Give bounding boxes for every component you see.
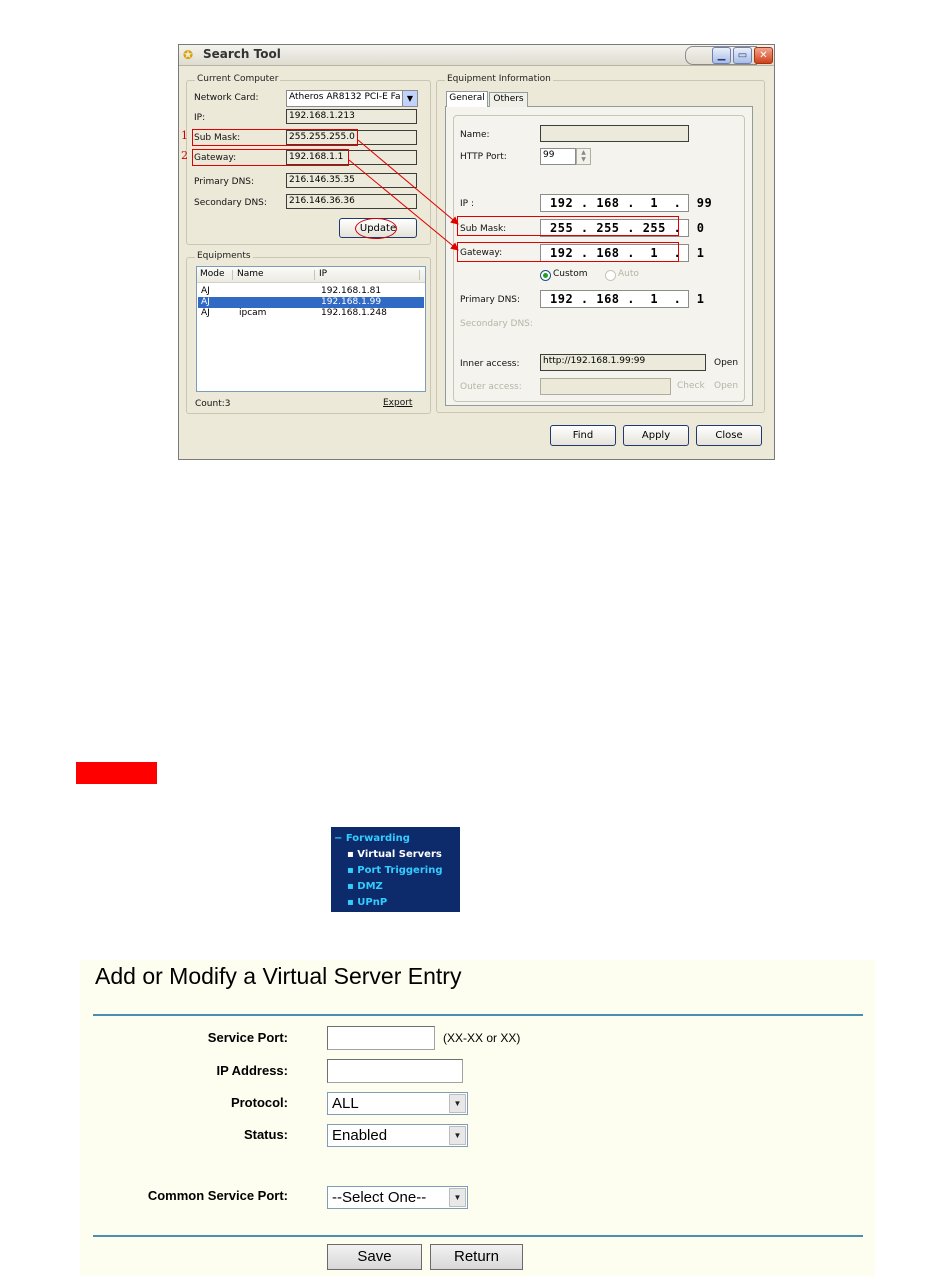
outer-access-label: Outer access:: [460, 382, 522, 392]
save-button[interactable]: Save: [327, 1244, 422, 1270]
chevron-down-icon[interactable]: ▼: [449, 1126, 466, 1145]
device-submask-field[interactable]: 255 . 255 . 255 . 0: [540, 219, 689, 237]
apply-button[interactable]: Apply: [623, 425, 689, 446]
common-service-port-value: --Select One--: [332, 1189, 427, 1206]
export-link[interactable]: Export: [383, 398, 413, 408]
close-window-button[interactable]: ✕: [754, 47, 773, 64]
red-highlight-bar: [76, 762, 157, 784]
primary-dns-field[interactable]: 216.146.35.35: [286, 173, 417, 188]
forwarding-header-label: Forwarding: [345, 833, 410, 844]
bottom-divider: [93, 1235, 863, 1237]
gateway-field[interactable]: 192.168.1.1: [286, 150, 417, 165]
gateway-label: Gateway:: [194, 153, 237, 163]
chevron-down-icon[interactable]: ▼: [402, 91, 417, 106]
equipment-information-title: Equipment Information: [447, 74, 551, 84]
annotation-marker-2: 2: [181, 149, 188, 162]
menu-item-dmz[interactable]: ▪ DMZ: [347, 881, 383, 892]
http-port-label: HTTP Port:: [460, 152, 507, 162]
menu-item-label: UPnP: [357, 897, 388, 908]
custom-label: Custom: [553, 269, 588, 279]
protocol-value: ALL: [332, 1095, 359, 1112]
close-button[interactable]: Close: [696, 425, 762, 446]
row-ip: 192.168.1.81: [321, 286, 382, 296]
outer-check-link[interactable]: Check: [677, 381, 705, 391]
device-primary-dns-label: Primary DNS:: [460, 295, 521, 305]
return-button[interactable]: Return: [430, 1244, 523, 1270]
column-ip[interactable]: IP: [319, 269, 328, 279]
inner-open-link[interactable]: Open: [714, 358, 739, 368]
column-name[interactable]: Name: [237, 269, 264, 279]
form-title: Add or Modify a Virtual Server Entry: [95, 963, 462, 989]
find-button[interactable]: Find: [550, 425, 616, 446]
equipments-title: Equipments: [197, 251, 251, 261]
forwarding-header[interactable]: − Forwarding: [334, 833, 410, 844]
submask-arrow: [358, 140, 458, 224]
tab-general[interactable]: General: [446, 91, 488, 107]
column-mode[interactable]: Mode: [200, 269, 225, 279]
annotation-marker-1: 1: [181, 129, 188, 142]
menu-item-label: Virtual Servers: [357, 849, 442, 860]
ip-address-label: IP Address:: [216, 1063, 288, 1078]
status-value: Enabled: [332, 1127, 388, 1144]
current-computer-title: Current Computer: [197, 74, 279, 84]
device-name-label: Name:: [460, 130, 490, 140]
service-port-input[interactable]: [327, 1026, 435, 1050]
device-gateway-field[interactable]: 192 . 168 . 1 . 1: [540, 244, 689, 262]
service-port-label: Service Port:: [207, 1030, 288, 1045]
top-divider: [93, 1014, 863, 1016]
protocol-select[interactable]: [327, 1092, 468, 1115]
menu-item-upnp[interactable]: ▪ UPnP: [347, 897, 388, 908]
service-port-hint: (XX-XX or XX): [443, 1031, 521, 1045]
menu-item-port-triggering[interactable]: ▪ Port Triggering: [347, 865, 443, 876]
row-ip: 192.168.1.248: [321, 308, 387, 318]
minimize-button[interactable]: ▁: [712, 47, 731, 64]
row-mode: AJ: [201, 286, 210, 296]
row-mode: AJ: [201, 297, 210, 307]
menu-item-label: Port Triggering: [357, 865, 443, 876]
chevron-down-icon[interactable]: ▼: [449, 1094, 466, 1113]
ip-field[interactable]: 192.168.1.213: [286, 109, 417, 124]
row-ip: 192.168.1.99: [321, 297, 382, 307]
row-name: ipcam: [239, 308, 267, 318]
primary-dns-label: Primary DNS:: [194, 177, 255, 187]
device-ip-field[interactable]: 192 . 168 . 1 . 99: [540, 194, 689, 212]
http-port-field[interactable]: 99: [540, 148, 576, 165]
update-button[interactable]: Update: [339, 218, 417, 238]
annotation-arrows: [0, 0, 950, 470]
window-title: Search Tool: [203, 47, 281, 61]
menu-item-virtual-servers[interactable]: ▪ Virtual Servers: [347, 849, 442, 860]
submask-label: Sub Mask:: [194, 133, 241, 143]
status-label: Status:: [243, 1127, 288, 1142]
device-submask-label: Sub Mask:: [460, 224, 507, 234]
device-secondary-dns-label: Secondary DNS:: [460, 319, 533, 329]
search-tool-icon: ✪: [183, 48, 194, 62]
forwarding-menu: [331, 827, 460, 912]
secondary-dns-label: Secondary DNS:: [194, 198, 267, 208]
common-service-port-label: Common Service Port:: [147, 1188, 288, 1203]
device-gateway-label: Gateway:: [460, 248, 503, 258]
tab-others[interactable]: Others: [489, 92, 528, 107]
device-ip-label: IP :: [460, 199, 474, 209]
common-service-port-select[interactable]: [327, 1186, 468, 1209]
status-select[interactable]: [327, 1124, 468, 1147]
virtual-server-form: [80, 960, 875, 1276]
submask-field[interactable]: 255.255.255.0: [286, 130, 417, 145]
chevron-down-icon[interactable]: ▼: [449, 1188, 466, 1207]
http-port-stepper[interactable]: ▲ ▼: [576, 148, 591, 165]
ip-label: IP:: [194, 113, 206, 123]
row-mode: AJ: [201, 308, 210, 318]
menu-item-label: DMZ: [357, 881, 383, 892]
protocol-label: Protocol:: [230, 1095, 288, 1110]
ip-address-input[interactable]: [327, 1059, 463, 1083]
network-card-label: Network Card:: [194, 93, 259, 103]
device-primary-dns-field[interactable]: 192 . 168 . 1 . 1: [540, 290, 689, 308]
auto-label: Auto: [618, 269, 639, 279]
gateway-arrow: [349, 160, 458, 250]
restore-button[interactable]: ▭: [733, 47, 752, 64]
inner-access-label: Inner access:: [460, 359, 520, 369]
inner-access-field[interactable]: http://192.168.1.99:99: [540, 354, 706, 371]
count-label: Count:3: [195, 399, 231, 409]
network-card-value: Atheros AR8132 PCI-E Fa: [289, 92, 401, 102]
outer-open-link[interactable]: Open: [714, 381, 739, 391]
secondary-dns-field[interactable]: 216.146.36.36: [286, 194, 417, 209]
